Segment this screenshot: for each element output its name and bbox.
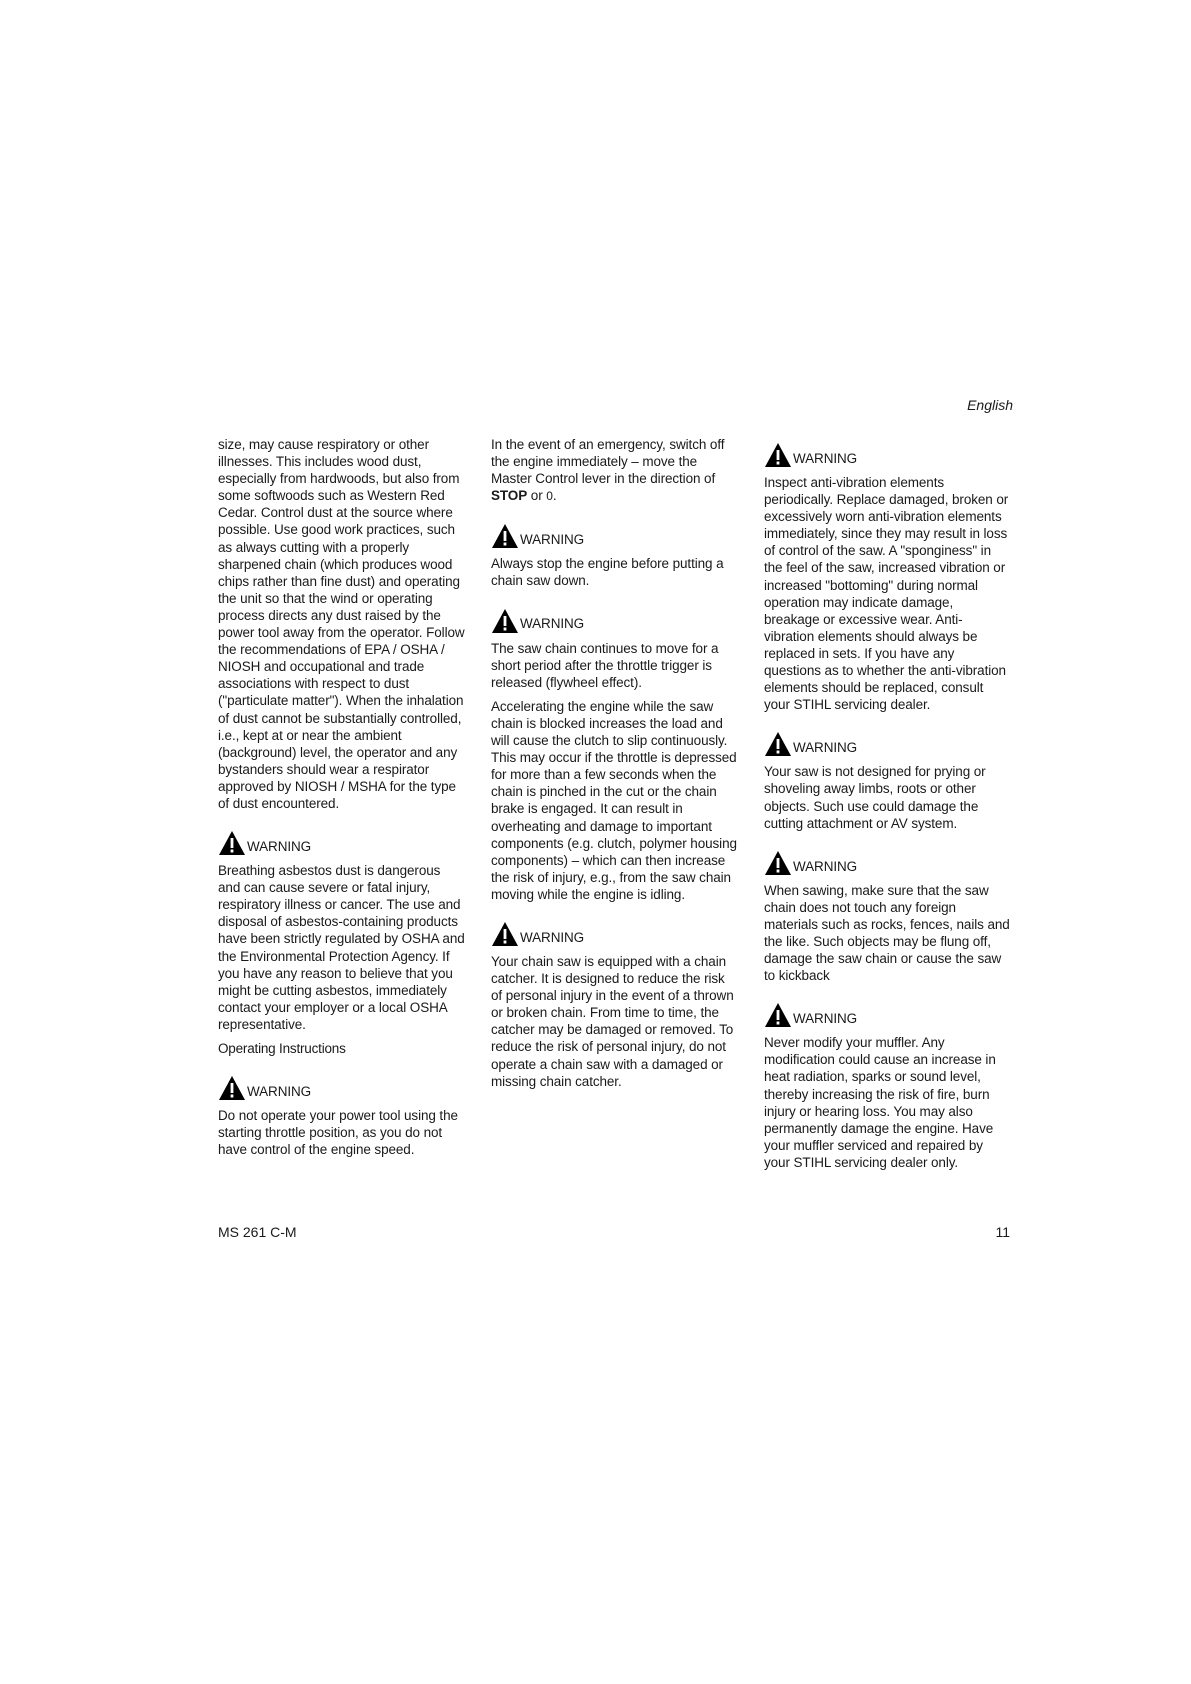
column-2 [491,436,739,1097]
warning-heading [764,998,1012,1028]
off-position-icon: 0 [546,489,553,504]
emergency-text: In the event of an emergency, switch off the engine immediately – move the Master Control lever in the direction of [491,437,725,487]
warning-heading [491,604,739,634]
anti-vibration-warning-text: Inspect anti-vibration elements periodically. Replace damaged, broken or excessively worn anti-vibration elements immediately, since they may result in loss of control of the saw. A "sponginess" in the feel of the saw, increased vibration or increased "bottoming" during normal operation may indicate damage, breakage or excessive wear. Anti-vibration elements should always be replaced in sets. If you have any questions as to whether the anti-vibration elements should be replaced, consult your STIHL servicing dealer. [764,475,1009,713]
chain-catcher-warning-text: Your chain saw is equipped with a chain catcher. It is designed to reduce the risk of personal injury in the event of a thrown or broken chain. From time to time, the catcher may be damaged or removed. To reduce the risk of personal injury, do not operate a chain saw with a damaged or missing chain catcher. [491,953,734,1089]
warning-triangle-icon [218,1075,246,1101]
warning-triangle-icon [764,1002,792,1028]
foreign-materials-warning-text: When sawing, make sure that the saw chain does not touch any foreign materials such as rocks, fences, nails and the like. Such objects may be flung off, damage the saw chain or cause the saw to kickback [764,882,1010,984]
muffler-warning-text: Never modify your muffler. Any modification could cause an increase in heat radiation, sparks or sound level, thereby increasing the risk of fire, burn injury or hearing loss. You may also permanently damage the engine. Have your muffler serviced and repaired by your STIHL servicing dealer only. [764,1035,996,1170]
period-text: . [552,488,557,504]
warning-heading [764,438,1012,468]
warning-heading [491,917,739,947]
warning-heading [764,846,1012,876]
warning-label: WARNING [793,858,858,874]
warning-triangle-icon [764,731,792,757]
warning-label: WARNING [520,532,585,548]
warning-heading [218,826,466,856]
header-language: English [967,397,1013,413]
warning-label: WARNING [520,616,585,632]
warning-label: WARNING [793,450,858,466]
stop-engine-warning-text: Always stop the engine before putting a chain saw down. [491,556,724,589]
emergency-paragraph [491,436,739,505]
flywheel-warning-text: The saw chain continues to move for a short period after the throttle trigger is released (flywheel effect). [491,640,719,690]
warning-label: WARNING [793,740,858,756]
throttle-warning-text: Do not operate your power tool using the starting throttle position, as you do not have control of the engine speed. [218,1108,458,1158]
prying-warning-text: Your saw is not designed for prying or shoveling away limbs, roots or other objects. Such use could damage the cutting attachment or AV system. [764,764,986,831]
warning-triangle-icon [491,921,519,947]
or-text: or [530,488,543,504]
asbestos-warning-text: Breathing asbestos dust is dangerous and can cause severe or fatal injury, respiratory illness or cancer. The use and disposal of asbestos-containing products have been strictly regulated by OSHA and the Environmental Protection Agency. If you have any reason to believe that you might be cutting asbestos, immediately contact your employer or a local OSHA representative. [218,863,465,1032]
column-1 [218,436,466,1165]
warning-label: WARNING [793,1011,858,1027]
section-heading: Operating Instructions [218,1041,346,1056]
footer-model: MS 261 C-M [218,1224,297,1240]
page-number: 11 [995,1224,1010,1240]
warning-triangle-icon [218,830,246,856]
clutch-paragraph: Accelerating the engine while the saw chain is blocked increases the load and will cause the clutch to slip continuously. This may occur if the throttle is depressed for more than a few seconds when the chain is pinched in the cut or the chain brake is engaged. It can result in overheating and damage to important components (e.g. clutch, polymer housing components) – which can then increase the risk of injury, e.g., from the saw chain moving while the engine is idling. [491,698,737,902]
warning-heading [764,727,1012,757]
warning-triangle-icon [764,850,792,876]
warning-label: WARNING [247,838,312,854]
stop-label: STOP [491,488,528,504]
warning-triangle-icon [764,442,792,468]
warning-label: WARNING [247,1084,312,1099]
warning-heading [491,519,739,549]
warning-label: WARNING [520,929,585,945]
dust-paragraph: size, may cause respiratory or other illnesses. This includes wood dust, especially from hardwoods, but also from some softwoods such as Western Red Cedar. Control dust at the source where possible. Use good work practices, such as always cutting with a properly sharpened chain (which produces wood chips rather than fine dust) and operating the unit so that the wind or operating process directs any dust raised by the power tool away from the operator. Follow the recommendations of EPA / OSHA / NIOSH and occupational and trade associations with respect to dust ("particulate matter"). When the inhalation of dust cannot be substantially controlled, i.e., kept at or near the ambient (background) level, the operator and any bystanders should wear a respirator approved by NIOSH / MSHA for the type of dust encountered. [218,437,465,811]
column-3 [764,436,1012,1178]
warning-triangle-icon [491,523,519,549]
warning-heading [218,1071,466,1101]
warning-triangle-icon [491,608,519,634]
